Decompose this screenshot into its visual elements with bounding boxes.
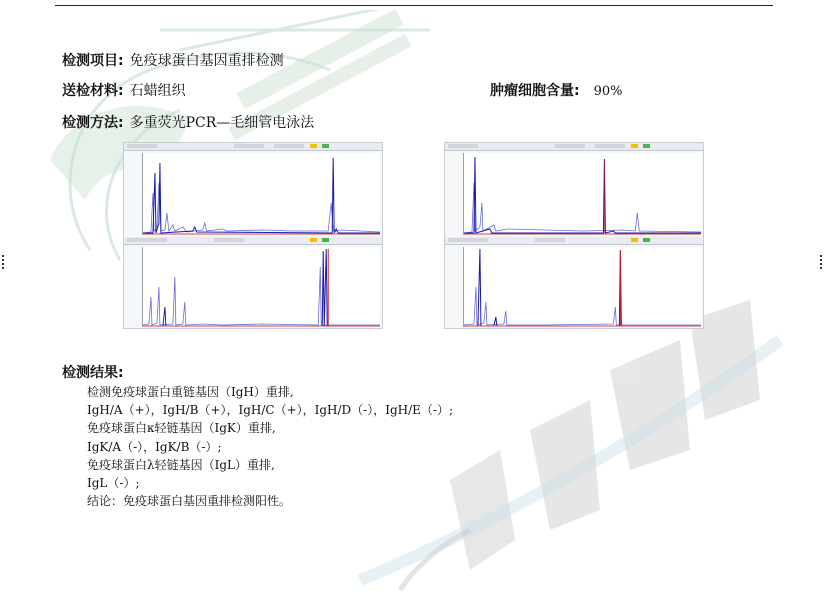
result-line: IgK/A（-），IgK/B（-）; — [87, 439, 222, 454]
test-item-row — [62, 52, 284, 70]
result-title: 检测结果: — [62, 365, 124, 381]
material-row — [62, 82, 186, 100]
material-label: 送检材料: — [62, 83, 124, 99]
panel-toolbar — [445, 143, 703, 151]
test-item-value: 免疫球蛋白基因重排检测 — [129, 53, 284, 69]
left-edge-mark — [2, 255, 7, 269]
panel-toolbar-lower — [124, 237, 382, 245]
method-value: 多重荧光PCR—毛细管电泳法 — [129, 115, 315, 131]
right-edge-mark — [820, 255, 825, 269]
result-line: 免疫球蛋白κ轻链基因（IgK）重排, — [87, 421, 276, 436]
tumor-content-label: 肿瘤细胞含量: — [490, 83, 580, 99]
trace-plot-upper — [142, 153, 380, 235]
trace-plot-lower — [463, 247, 701, 327]
result-line: 检测免疫球蛋白重链基因（IgH）重排, — [87, 385, 294, 399]
top-rule — [55, 5, 773, 6]
trace-plot-lower — [142, 247, 380, 327]
panel-toolbar — [124, 143, 382, 151]
result-line: IgL（-）; — [87, 475, 140, 490]
electropherogram-left — [123, 142, 383, 329]
method-row — [62, 114, 314, 132]
panel-toolbar-lower — [445, 237, 703, 245]
result-conclusion: 结论：免疫球蛋白基因重排检测阳性。 — [87, 494, 292, 509]
result-line: 免疫球蛋白λ轻链基因（IgL）重排, — [87, 457, 275, 472]
result-lines — [87, 383, 453, 510]
result-line: IgH/A（+），IgH/B（+），IgH/C（+），IgH/D（-），IgH/E（-）; — [87, 403, 454, 418]
method-label: 检测方法: — [62, 115, 124, 131]
tumor-content-row — [490, 82, 623, 101]
tumor-content-value: 90% — [593, 84, 623, 99]
trace-plot-upper — [463, 153, 701, 235]
material-value: 石蜡组织 — [129, 83, 186, 99]
test-item-label: 检测项目: — [62, 53, 124, 69]
electropherogram-right — [444, 142, 704, 329]
